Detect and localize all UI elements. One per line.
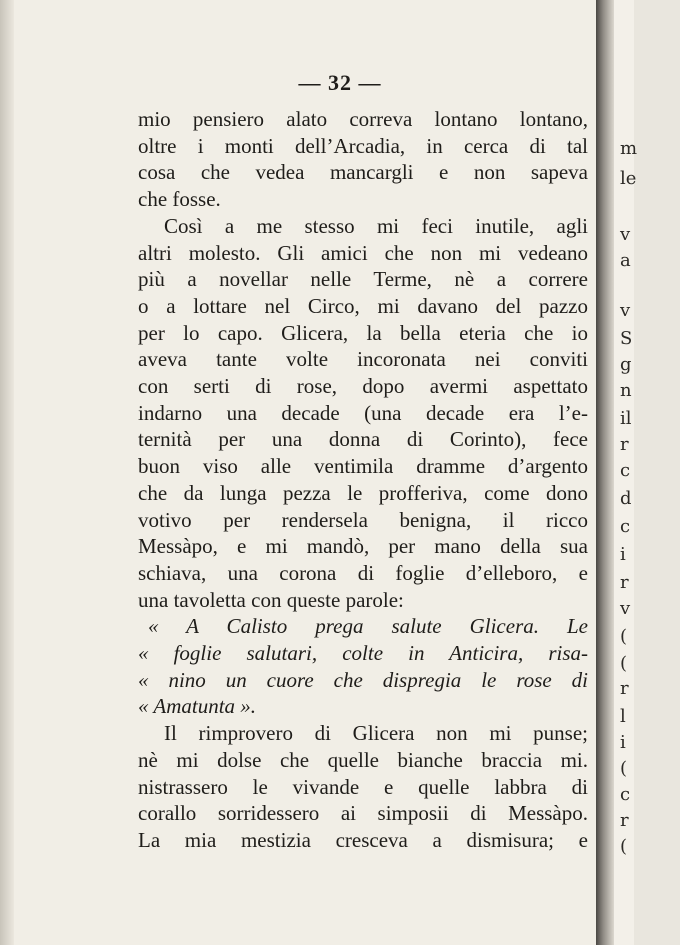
text-line: cosa che vedea mancargli e non sapeva [138,160,588,185]
next-page-fragment: i [620,544,626,565]
text-line: « Amatunta ». [138,694,257,719]
text-line: mio pensiero alato correva lontano lontano, [138,107,588,131]
next-page-fragment: v [620,224,631,245]
next-page-fragment: d [620,488,632,509]
text-line: con serti di rose, dopo avermi aspettato [138,374,588,399]
text-line: che fosse. [138,187,221,212]
next-page-fragment: l [620,706,626,727]
next-page-fragment: m [620,138,638,159]
next-page-fragment: r [620,572,629,593]
next-page-fragment: g [620,354,632,375]
text-line: Così a me stesso mi feci inutile, agli [164,213,588,238]
next-page-fragment: le [620,168,637,189]
text-line: oltre i monti dell’Arcadia, in cerca di tal [138,133,588,158]
text-line: indarno una decade (una decade era l’e- [138,400,588,425]
next-page-fragment: r [620,810,629,831]
text-line: « nino un cuore che dispregia le rose di [138,667,588,692]
text-line: corallo sorridessero ai simposii di Messàpo. [138,801,588,826]
text-line: « foglie salutari, colte in Anticira, risa- [138,641,588,666]
text-line: Il rimprovero di Glicera non mi punse; [164,721,588,746]
text-line: votivo per rendersela benigna, il ricco [138,507,588,532]
body-text [138,106,588,854]
text-line: nistrassero le vivande e quelle labbra di [138,774,588,799]
book-gutter [596,0,614,945]
next-page-fragment: n [620,380,632,401]
next-page-fragment: c [620,460,631,481]
page-left-edge [0,0,14,945]
next-page-fragment: c [620,784,631,805]
text-line: che da lunga pezza le profferiva, come dono [138,480,588,505]
text-line: ternità per una donna di Corinto), fece [138,427,588,452]
next-page-fragment: v [620,598,631,619]
next-page-fragment: a [620,250,631,271]
next-page-fragment: ( [620,626,628,647]
text-line: schiava, una corona di foglie d’elleboro, e [138,560,588,585]
text-line: La mia mestizia cresceva a dismisura; e [138,827,588,852]
next-page-fragment: c [620,516,631,537]
text-line: una tavoletta con queste parole: [138,587,404,612]
next-page-fragment: S [620,328,633,349]
text-line: Messàpo, e mi mandò, per mano della sua [138,534,588,559]
next-page-fragment: v [620,300,631,321]
text-line: aveva tante volte incoronata nei conviti [138,347,588,372]
next-page-fragment: ( [620,758,628,779]
text-line: buon viso alle ventimila dramme d’argento [138,454,588,479]
next-page-edge [614,0,638,945]
next-page-fragment: il [620,408,632,429]
next-page-fragment: i [620,732,626,753]
text-line: « A Calisto prega salute Glicera. Le [148,614,588,639]
text-line: per lo capo. Glicera, la bella eteria che io [138,320,588,345]
next-page-fragment: r [620,434,629,455]
page-number: — 32 — [298,70,382,95]
next-page-fragment: r [620,678,629,699]
text-line: nè mi dolse che quelle bianche braccia mi. [138,747,588,772]
next-page-fragment: ( [620,653,628,674]
text-line: o a lottare nel Circo, mi davano del pazzo [138,293,588,318]
text-line: più a novellar nelle Terme, nè a correre [138,267,588,292]
next-page-fragment: ( [620,836,628,857]
text-line: altri molesto. Gli amici che non mi vedeano [138,240,588,265]
